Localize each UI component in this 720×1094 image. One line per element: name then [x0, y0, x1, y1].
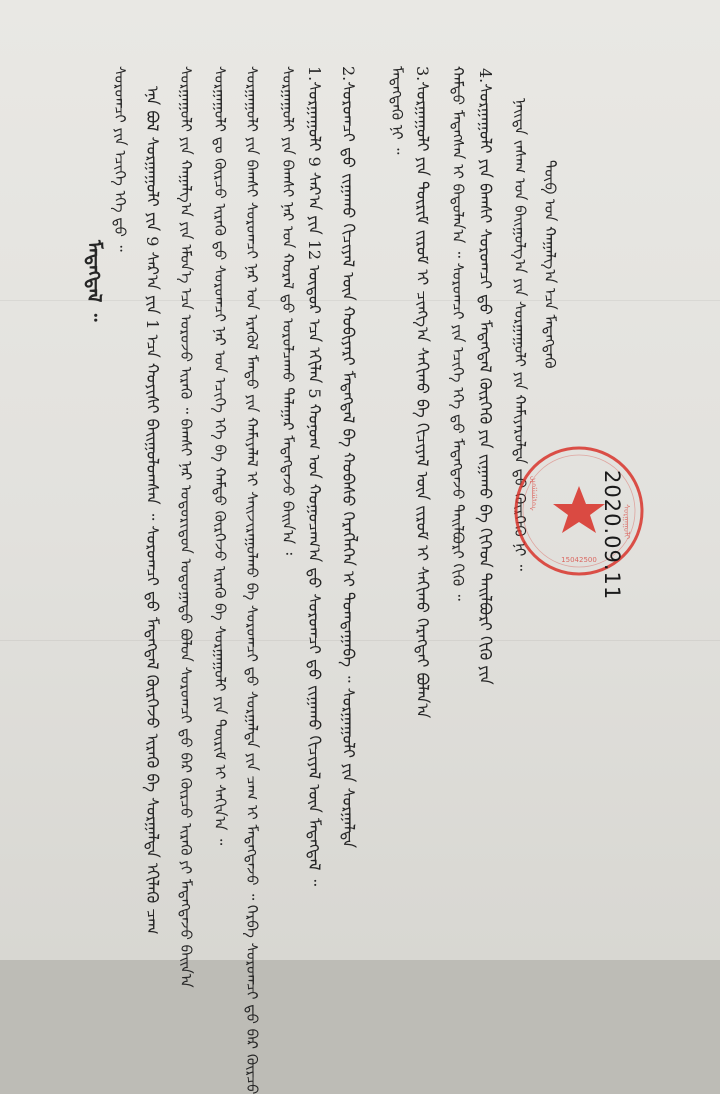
text-line: ᠰᠤᠷᠭᠠᠭᠤᠯᠢ ᠶᠢᠨ ᠪᠠᠭᠰᠢ ᠰᠤᠷᠤᠭᠴᠢ ᠨᠠᠷ ᠤᠨ ᠡᠷᠡᠭᠦᠯ ᠮᠡᠨᠳᠦ ᠶᠢᠨ ᠬᠠᠮᠢᠶᠠᠯᠠᠯ ᠢ ᠰᠠᠢᠵᠢᠷᠠᠭᠤᠯᠬᠤ ᠪᠠ ᠰᠤᠷᠤᠭᠴᠢ ᠳ᠋ᠤ ᠰᠤᠷᠭᠠᠯᠲᠠ ᠶᠢᠨ ᠴᠠᠭ ᠢ ᠮᠡᠳᠡᠭᠳᠡᠵᠦ ᠃ ᠬᠡᠷᠪᠡ ᠰᠤᠷᠤᠭᠴᠢ ᠳ᠋ᠤ ᠪᠠᠷ ᠬᠦᠷᠴᠦ: [243, 66, 261, 1094]
text-line: ᠡᠨᠡ ᠪᠣᠯ ᠰᠤᠷᠭᠠᠭᠤᠯᠢ ᠶᠢᠨ 9 ᠰᠠᠷ᠎ᠠ ᠶᠢᠨ 1 ᠡᠴᠡ ᠬᠣᠶᠢᠰᠢ ᠪᠠᠢᠭᠤᠯᠤᠭᠰᠠᠨ ᠃ ᠰᠤᠷᠤᠭᠴᠢ ᠳ᠋ᠤ ᠮᠡᠳᠡᠭᠳᠡᠯ ᠬᠦᠷᠭᠡᠵᠦ ᠢᠷᠡᠬᠦ ᠪᠠ ᠰᠤᠷᠭᠠᠯᠲᠠ ᠡᠬᠢᠯᠡᠬᠦ ᠴᠠᠭ: [143, 86, 162, 935]
title-line: ᠲᠦᠪ ᠤᠨ ᠬᠠᠭᠠᠯᠭ᠎ᠠ ᠡᠴᠡ ᠮᠡᠳᠡᠭᠳᠡᠬᠦ: [541, 160, 559, 369]
svg-text:ᠰᠤᠷᠭᠠᠭᠤᠯᠢ: ᠰᠤᠷᠭᠠᠭᠤᠯᠢ: [529, 475, 538, 511]
text-line: ᠨᠡᠢᠲᠡ ᠵᠠᠰᠠᠭ ᠤᠨ ᠪᠠᠢᠭᠤᠯᠭ᠎ᠠ ᠶᠢᠨ ᠰᠤᠷᠭᠠᠭᠤᠯᠢ ᠶᠢᠨ ᠬᠠᠮᠢᠶᠠᠷᠤᠯᠲᠠ ᠳ᠋ᠤ ᠬᠦᠷᠭᠡᠬᠦ ᠨᠢ ᠃: [511, 98, 529, 571]
document-date: 2020.09.11: [600, 470, 624, 601]
text-line-item-3: 3.ᠰᠤᠷᠭᠠᠭᠤᠯᠢ ᠶᠢᠨ ᠳᠦᠷᠢᠮ ᠵᠢᠷᠤᠮ ᠢ ᠴᠢᠩᠭ᠎ᠠ ᠰᠠᠬᠢᠬᠤ ᠪᠠ ᠬᠢᠴᠢᠶᠡᠯ ᠦᠨ ᠵᠢᠷᠤᠮ ᠢ ᠰᠠᠬᠢᠬᠤ ᠬᠡᠷᠡᠭᠲᠡᠢ ᠪᠣᠯᠠᠨ᠎ᠠ: [413, 66, 432, 719]
text-line: ᠰᠤᠷᠤᠭᠴᠢ ᠶᠢᠨ ᠡᠴᠢᠭᠡ ᠡᠬᠡ ᠳ᠋ᠤ ᠃: [111, 66, 129, 252]
text-line: ᠰᠤᠷᠭᠠᠭᠤᠯᠢ ᠳᠤ ᠬᠦᠷᠴᠦ ᠢᠷᠡᠬᠦ ᠳ᠋ᠤ ᠰᠤᠷᠤᠭᠴᠢ ᠨᠠᠷ ᠤᠨ ᠡᠴᠢᠭᠡ ᠡᠬᠡ ᠪᠠ ᠬᠠᠮᠲᠤ ᠬᠦᠷᠭᠡᠵᠦ ᠢᠷᠡᠬᠦ ᠪᠠ ᠰᠤᠷᠭᠠᠭᠤᠯᠢ ᠶᠢᠨ ᠳᠦᠷᠢᠮ ᠢ ᠰᠠᠬᠢᠨ᠎ᠠ ᠃: [211, 66, 229, 846]
paper-fold: [0, 640, 720, 641]
text-line: ᠰᠤᠷᠭᠠᠭᠤᠯᠢ ᠶᠢᠨ ᠪᠠᠭᠰᠢ ᠨᠠᠷ ᠤᠨ ᠬᠤᠷᠠᠯ ᠳ᠋ᠤ ᠣᠷᠣᠯᠴᠠᠬᠤ ᠲᠠᠯᠠᠭᠠᠷ ᠮᠡᠳᠡᠭᠳᠡᠵᠦ ᠪᠠᠢᠨ᠎ᠠ ᠄: [279, 66, 297, 555]
text-line-item-1: 1.ᠰᠤᠷᠭᠠᠭᠤᠯᠢ 9 ᠰᠠᠷ᠎ᠠ ᠶᠢᠨ 12 ᠦᠳᠦᠷ ᠡᠴᠡ ᠡᠬᠢᠯᠡᠨ 5 ᠬᠣᠨᠤᠭ ᠤᠨ ᠬᠤᠭᠤᠴᠠᠭ᠎ᠠ ᠳ᠋ᠤ ᠰᠤᠷᠤᠭᠴᠢ ᠳ᠋ᠤ ᠵᠢᠭᠠᠬᠤ ᠬᠢᠴᠢᠶᠡᠯ ᠦᠨ ᠮᠡᠳᠡᠭᠳᠡᠯ ᠃: [305, 66, 324, 887]
text-line-item-4: 4.ᠰᠤᠷᠭᠠᠭᠤᠯᠢ ᠶᠢᠨ ᠪᠠᠭᠰᠢ ᠰᠤᠷᠤᠭᠴᠢ ᠳ᠋ᠤ ᠮᠡᠳᠡᠭᠳᠡᠯ ᠬᠦᠷᠭᠡᠬᠦ ᠶᠢᠨ ᠵᠢᠭᠠᠬᠤ ᠪᠠ ᠬᠢᠭᠡᠳ ᠲᠠᠢᠯᠪᠤᠷᠢ ᠬᠢᠬᠦ ᠶᠢᠨ: [476, 68, 495, 685]
paper-fold: [0, 300, 720, 301]
text-line: ᠬᠠᠮᠲᠤ ᠮᠡᠳᠡᠭᠰᠡᠨ ᠢ ᠪᠠᠲᠤᠯᠠᠨ᠎ᠠ ᠃ ᠰᠤᠷᠤᠭᠴᠢ ᠶᠢᠨ ᠡᠴᠢᠭᠡ ᠡᠬᠡ ᠳ᠋ᠤ ᠮᠡᠳᠡᠭᠳᠡᠵᠦ ᠲᠠᠢᠯᠪᠤᠷᠢ ᠬᠢᠬᠦ ᠃: [449, 66, 467, 601]
seal-number: 15042500: [561, 556, 597, 564]
svg-text:ᠰᠤᠷᠭᠠᠭᠤᠯᠢ: ᠰᠤᠷᠭᠠᠭᠤᠯᠢ: [622, 504, 631, 540]
text-line: ᠰᠤᠷᠭᠠᠭᠤᠯᠢ ᠶᠢᠨ ᠬᠠᠭᠠᠯᠭ᠎ᠠ ᠶᠢᠨ ᠡᠮᠦᠨ᠎ᠡ ᠡᠴᠡ ᠣᠷᠣᠵᠤ ᠢᠷᠡᠬᠦ ᠃ ᠪᠠᠭᠰᠢ ᠨᠠᠷ ᠤᠳᠤᠷᠢᠳᠤᠨ ᠤᠲᠤᠭᠠᠳᠤ ᠪᠤᠯᠤᠨ ᠰᠤᠷᠤᠭᠴᠢ ᠳ᠋ᠤ ᠪᠠᠷ ᠬᠦᠷᠴᠦ ᠢᠷᠡᠬᠦ ᠶᠢ ᠮᠡᠳᠡᠭᠳᠡᠵᠦ ᠪᠠᠢᠨ᠎ᠠ: [177, 66, 195, 988]
official-seal-icon: [512, 444, 646, 578]
signature-text: ᠮᠡᠳᠡᠭᠳᠡᠯ ᠃: [83, 240, 105, 322]
text-line: ᠮᠡᠳᠡᠭᠳᠡᠬᠦ ᠨᠢ ᠃: [388, 66, 406, 155]
text-line-item-2: 2.ᠰᠤᠷᠤᠭᠴᠢ ᠳ᠋ᠤ ᠵᠢᠭᠠᠬᠤ ᠬᠢᠴᠢᠶᠡᠯ ᠦᠨ ᠬᠤᠪᠢᠶᠠᠷᠢ ᠮᠡᠳᠡᠭᠳᠡᠯ ᠪᠠ ᠬᠤᠪᠠᠰᠤ ᠬᠡᠷᠡᠭᠯᠡᠭᠡᠨ ᠢ ᠲᠣᠭᠲᠠᠭᠠᠪᠠ ᠃ ᠰᠤᠷᠭᠠᠭᠤᠯᠢ ᠶᠢᠨ ᠰᠤᠷᠭᠠᠯᠲᠠ: [339, 66, 358, 849]
